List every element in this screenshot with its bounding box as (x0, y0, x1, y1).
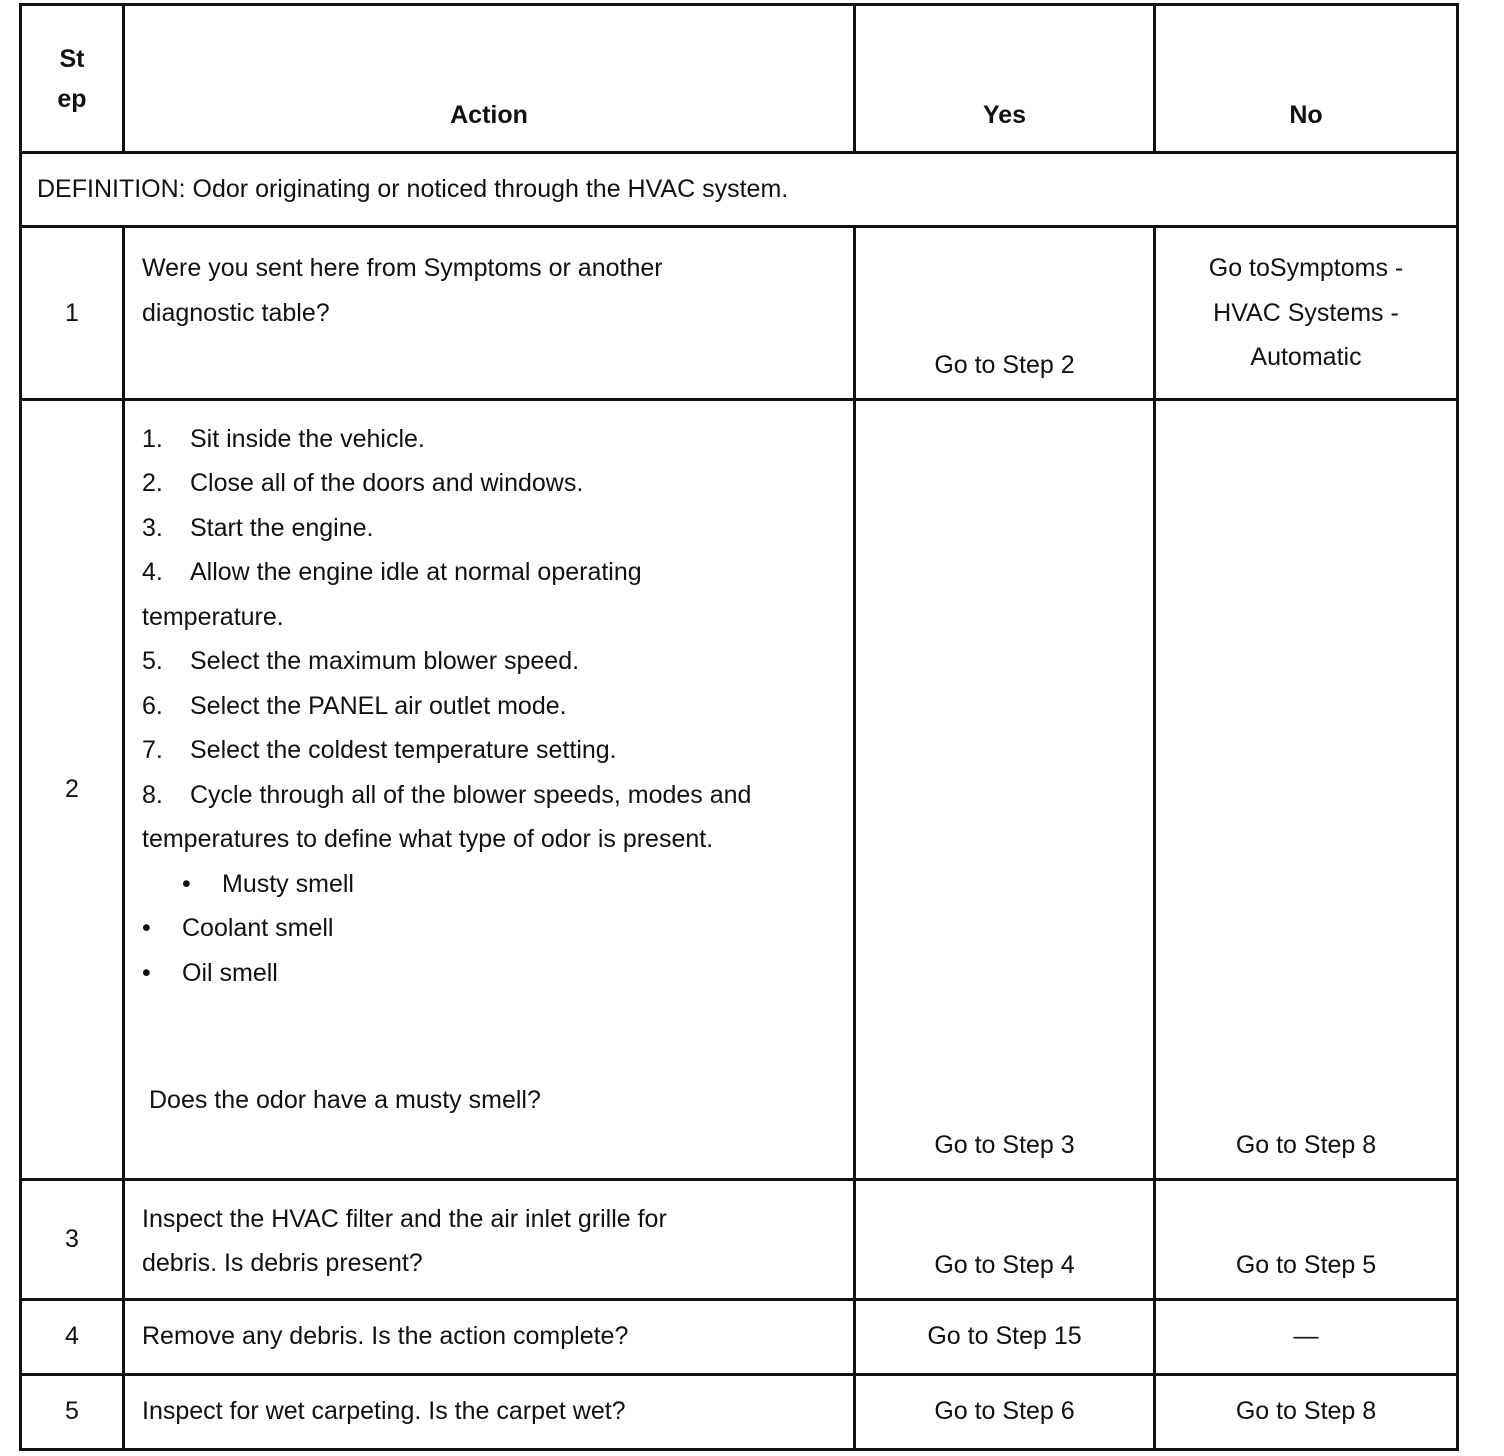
action-text: Remove any debris. Is the action complete? (124, 1299, 855, 1374)
table-row (21, 1299, 1458, 1374)
bullet-item: • Musty smell (182, 869, 354, 898)
yes-result: Go to Step 6 (855, 1374, 1155, 1449)
no-result-text: Go toSymptoms - HVAC Systems - Automatic (1208, 254, 1404, 371)
list-item: 4. Allow the engine idle at normal operating temperature. (142, 558, 642, 631)
step-header-line2: ep (57, 84, 87, 113)
no-header: No (1155, 5, 1458, 153)
table-row (21, 1179, 1458, 1299)
action-header: Action (124, 5, 855, 153)
list-item: 5. Select the maximum blower speed. (142, 647, 580, 675)
no-result: — (1155, 1299, 1458, 1374)
action-text (124, 227, 855, 400)
yes-result: Go to Step 15 (855, 1299, 1155, 1374)
table-row (21, 1374, 1458, 1449)
step-number: 1 (21, 227, 124, 400)
list-item: 7. Select the coldest temperature setting. (142, 736, 617, 764)
action-line: Inspect the HVAC filter and the air inlet grille for debris. Is debris present? (142, 1204, 667, 1277)
no-result: Go to Step 8 (1155, 399, 1458, 1179)
action-text: Inspect for wet carpeting. Is the carpet wet? (124, 1374, 855, 1449)
yes-result: Go to Step 4 (855, 1179, 1155, 1299)
list-item: 6. Select the PANEL air outlet mode. (142, 691, 567, 720)
diagnostic-table (19, 3, 1459, 1451)
list-item: 1. Sit inside the vehicle. (142, 424, 425, 453)
definition-row (21, 153, 1458, 227)
step-header (21, 5, 124, 153)
definition-text: DEFINITION: Odor originating or noticed through the HVAC system. (21, 153, 1458, 227)
yes-header: Yes (855, 5, 1155, 153)
step-number: 5 (21, 1374, 124, 1449)
no-result: Go to Step 8 (1155, 1374, 1458, 1449)
table-row (21, 399, 1458, 1179)
step-number: 3 (21, 1179, 124, 1299)
list-item: 8. Cycle through all of the blower speeds, modes and temperatures to define what type of odor is present. (142, 780, 752, 853)
list-item: 3. Start the engine. (142, 513, 374, 542)
step-number: 4 (21, 1299, 124, 1374)
action-list (124, 399, 855, 1179)
action-text (124, 1179, 855, 1299)
list-item: 2. Close all of the doors and windows. (142, 469, 584, 497)
no-result (1155, 227, 1458, 400)
yes-result: Go to Step 3 (855, 399, 1155, 1179)
action-line: Were you sent here from Symptoms or another diagnostic table? (142, 254, 663, 327)
table-row (21, 227, 1458, 400)
bullet-item: • Coolant smell (142, 914, 334, 942)
step-header-line1: St (59, 44, 85, 73)
question-text: Does the odor have a musty smell? (149, 1086, 541, 1114)
no-result: Go to Step 5 (1155, 1179, 1458, 1299)
bullet-item: • Oil smell (142, 958, 278, 987)
yes-result: Go to Step 2 (855, 227, 1155, 400)
header-row (21, 5, 1458, 153)
step-number: 2 (21, 399, 124, 1179)
